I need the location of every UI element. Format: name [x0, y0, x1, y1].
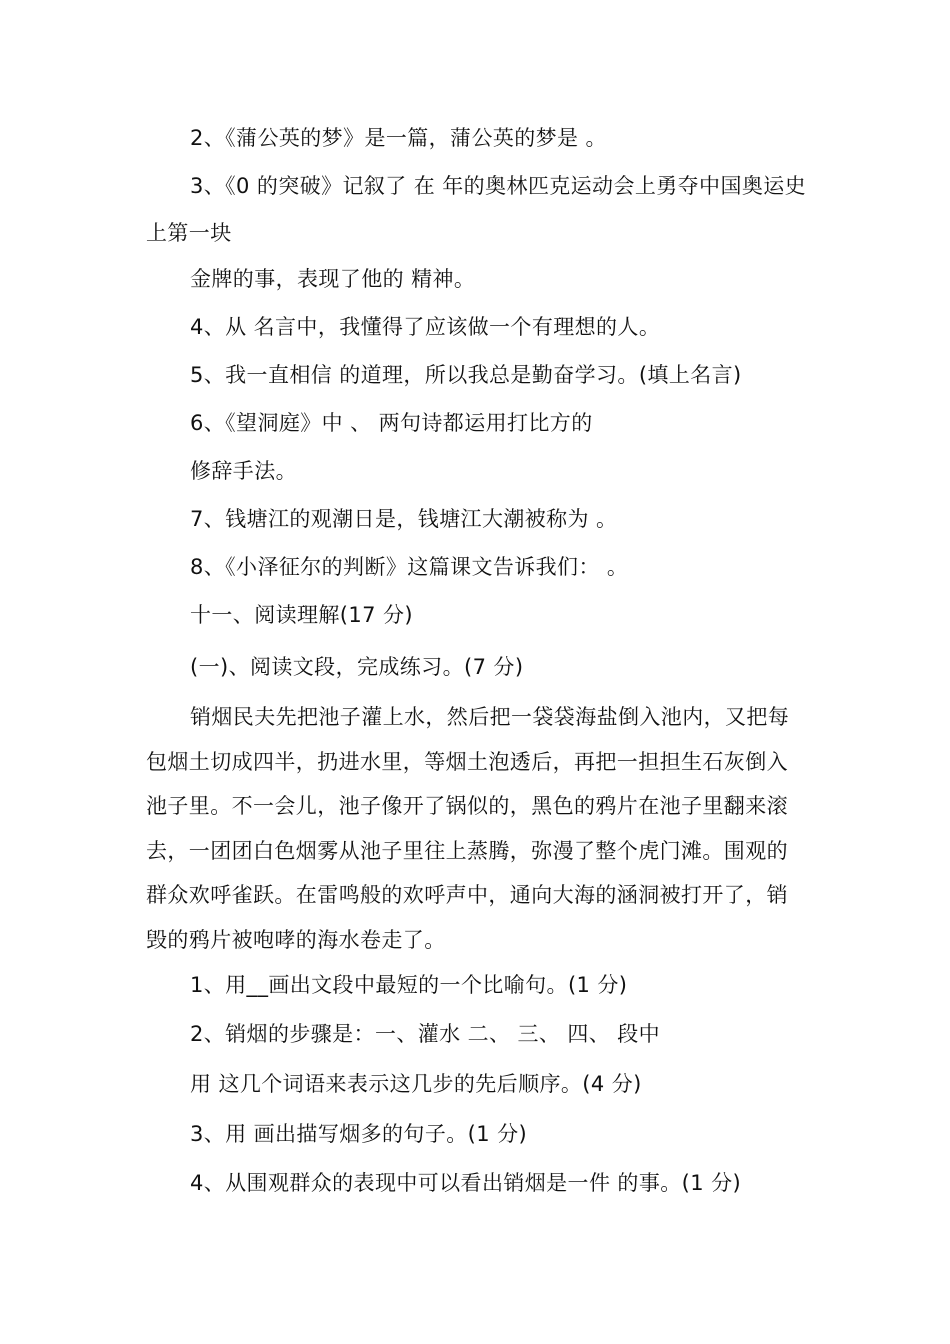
- question-3-line: 3、《0 的突破》记叙了 在 年的奥林匹克运动会上勇夺中国奥运史: [190, 174, 807, 198]
- question-4-line: 4、从 名言中，我懂得了应该做一个有理想的人。: [190, 315, 661, 339]
- passage-line-5: 群众欢呼雀跃。在雷鸣般的欢呼声中，通向大海的涵洞被打开了，销: [146, 883, 788, 907]
- passage-line-3: 池子里。不一会儿，池子像开了锅似的，黑色的鸦片在池子里翻来滚: [146, 794, 788, 818]
- subsection-1-heading: (一)、阅读文段，完成练习。(7 分): [190, 655, 524, 679]
- passage-line-6: 毁的鸦片被咆哮的海水卷走了。: [146, 928, 446, 952]
- question-6-continuation: 修辞手法。: [190, 459, 297, 483]
- passage-line-2: 包烟土切成四半，扔进水里，等烟土泡透后，再把一担担生石灰倒入: [146, 750, 788, 774]
- passage-line-4: 去，一团团白色烟雾从池子里往上蒸腾，弥漫了整个虎门滩。围观的: [146, 839, 788, 863]
- question-6-line: 6、《望洞庭》中 、 两句诗都运用打比方的: [190, 411, 593, 435]
- exercise-4-line: 4、从围观群众的表现中可以看出销烟是一件 的事。(1 分): [190, 1171, 742, 1195]
- section-11-heading: 十一、阅读理解(17 分): [190, 603, 413, 627]
- question-3-continuation-2: 金牌的事，表现了他的 精神。: [190, 267, 476, 291]
- question-8-line: 8、《小泽征尔的判断》这篇课文告诉我们： 。: [190, 555, 629, 579]
- exercise-1-line: 1、用__画出文段中最短的一个比喻句。(1 分): [190, 973, 628, 997]
- question-7-line: 7、钱塘江的观潮日是，钱塘江大潮被称为 。: [190, 507, 618, 531]
- passage-line-1: 销烟民夫先把池子灌上水，然后把一袋袋海盐倒入池内，又把每: [190, 705, 790, 729]
- exercise-2-continuation: 用 这几个词语来表示这几步的先后顺序。(4 分): [190, 1072, 642, 1096]
- exercise-3-line: 3、用 画出描写烟多的句子。(1 分): [190, 1122, 528, 1146]
- question-5-line: 5、我一直相信 的道理，所以我总是勤奋学习。(填上名言): [190, 363, 742, 387]
- question-2-line: 2、《蒲公英的梦》是一篇，蒲公英的梦是 。: [190, 126, 607, 150]
- question-3-continuation: 上第一块: [146, 221, 232, 245]
- exercise-2-line: 2、销烟的步骤是：一、灌水 二、 三、 四、 段中: [190, 1022, 661, 1046]
